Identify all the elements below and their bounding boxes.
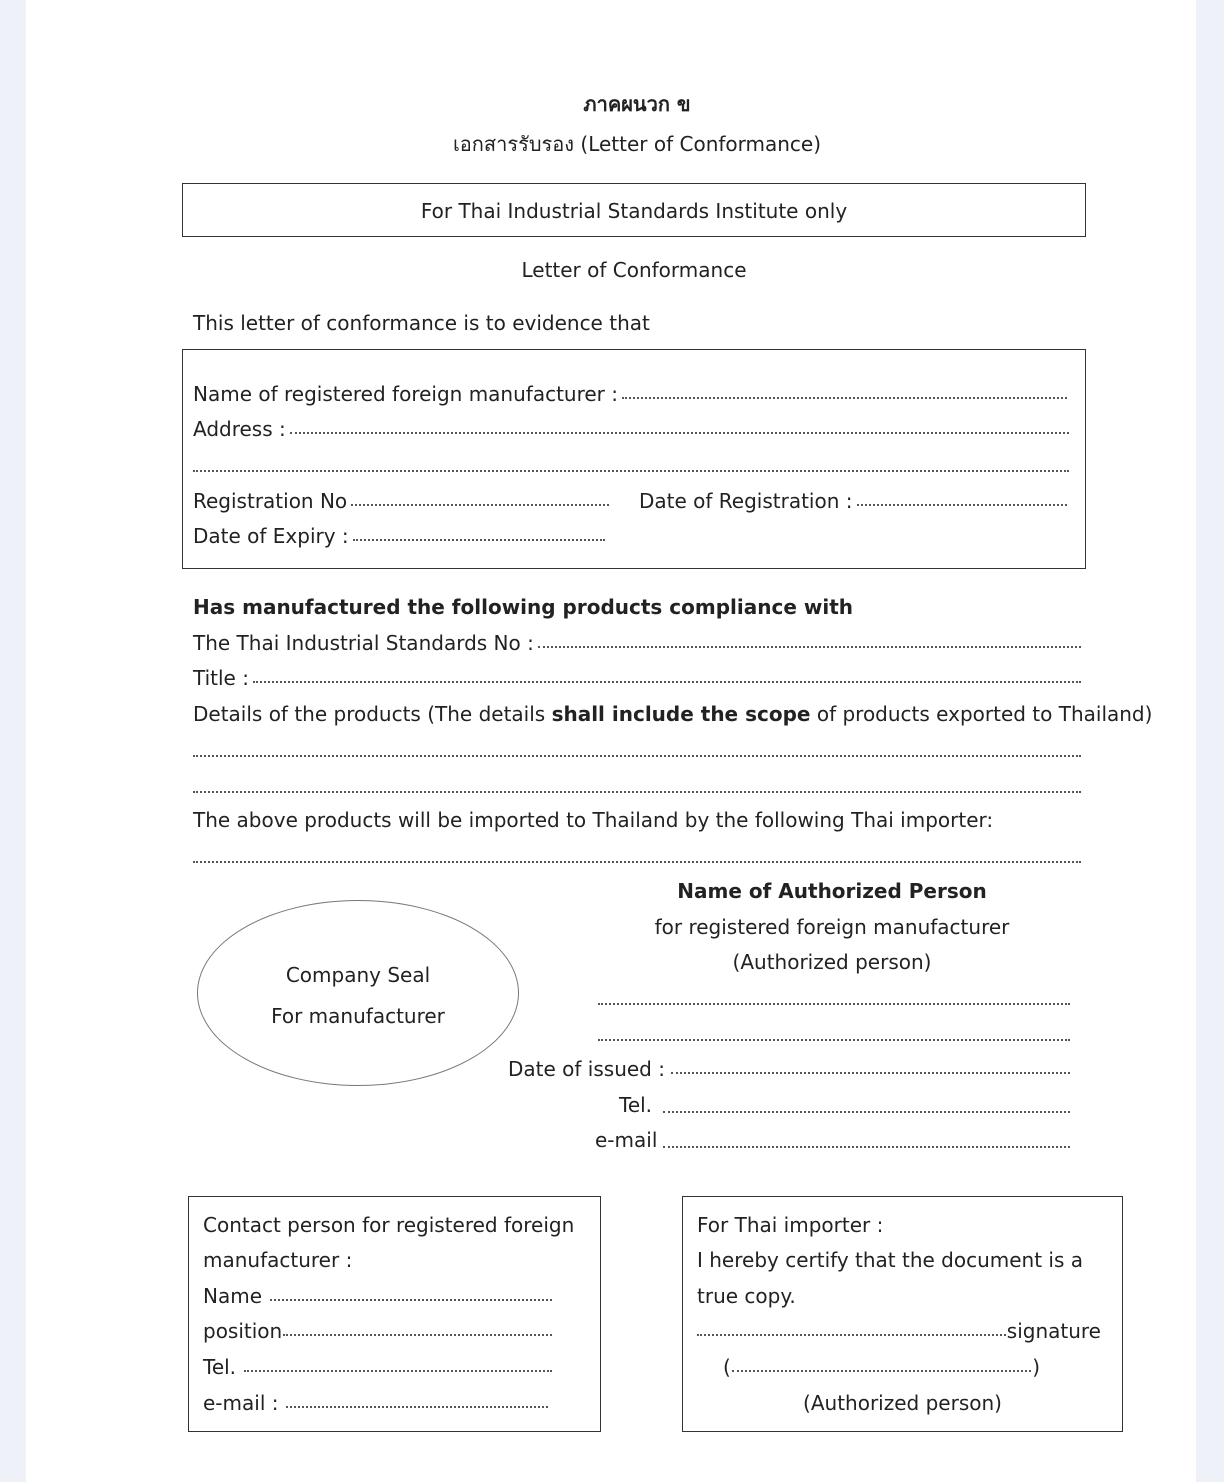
importer-authorized-label: (Authorized person): [803, 1391, 1002, 1415]
registration-no-label: Registration No: [193, 489, 348, 513]
date-issued-field[interactable]: [508, 1057, 1070, 1081]
importer-line-3: true copy.: [697, 1284, 796, 1308]
authorized-line-2: (Authorized person): [732, 950, 932, 974]
thai-appendix-label: ภาคผนวก ข: [583, 92, 691, 116]
contact-line-1: Contact person for registered foreign: [203, 1213, 575, 1237]
email-label: e-mail: [595, 1128, 658, 1152]
thai-document-title: เอกสารรับรอง (Letter of Conformance): [452, 132, 822, 156]
product-details-line-1[interactable]: [193, 755, 1081, 757]
authorized-signature-line[interactable]: [598, 1003, 1070, 1005]
contact-email-label: e-mail :: [203, 1391, 279, 1415]
importer-signature-field[interactable]: [697, 1319, 1101, 1343]
importer-line-2: I hereby certify that the document is a: [697, 1248, 1084, 1272]
importer-statement: The above products will be imported to Thailand by the following Thai importer:: [193, 808, 994, 832]
standard-no-label: The Thai Industrial Standards No :: [193, 631, 534, 655]
standard-title-label: Title :: [193, 666, 249, 690]
company-seal-area: [197, 900, 519, 1086]
tel-label: Tel.: [619, 1093, 653, 1117]
contact-tel-field[interactable]: [203, 1355, 552, 1379]
document-page: [26, 0, 1196, 1482]
standard-no-field[interactable]: [193, 631, 1081, 655]
contact-line-2: manufacturer :: [203, 1248, 353, 1272]
product-details-line-2[interactable]: [193, 791, 1081, 793]
details-text-bold: shall include the scope: [551, 702, 811, 726]
intro-text: This letter of conformance is to evidence that: [193, 311, 650, 335]
registration-date-label: Date of Registration :: [639, 489, 853, 513]
paren-close: ): [1032, 1355, 1040, 1379]
importer-line-1: For Thai importer :: [697, 1213, 884, 1237]
tel-line[interactable]: [663, 1111, 1070, 1113]
email-line[interactable]: [663, 1146, 1070, 1148]
manufacturer-name-field[interactable]: [193, 382, 1067, 406]
contact-position-field[interactable]: [203, 1319, 552, 1343]
contact-name-label: Name: [203, 1284, 263, 1308]
contact-tel-label: Tel.: [203, 1355, 237, 1379]
registration-date-field[interactable]: [639, 489, 1067, 513]
standard-title-field[interactable]: [193, 666, 1081, 690]
authorized-person-heading: Name of Authorized Person: [677, 879, 987, 903]
signature-label: signature: [1006, 1319, 1101, 1343]
expiry-date-field[interactable]: [193, 524, 605, 548]
seal-label-2: For manufacturer: [271, 1004, 445, 1028]
date-issued-label: Date of issued :: [508, 1057, 665, 1081]
seal-label-1: Company Seal: [285, 963, 431, 987]
details-text-pre: Details of the products (The details: [193, 702, 552, 726]
contact-email-field[interactable]: [203, 1391, 548, 1415]
expiry-date-label: Date of Expiry :: [193, 524, 349, 548]
registration-no-field[interactable]: [193, 489, 609, 513]
manufacturer-name-label: Name of registered foreign manufacturer :: [193, 382, 618, 406]
authorized-name-line[interactable]: [598, 1039, 1070, 1041]
address-field[interactable]: [193, 417, 1069, 441]
details-text-post: of products exported to Thailand): [810, 702, 1153, 726]
contact-name-field[interactable]: [203, 1284, 552, 1308]
address-label: Address :: [193, 417, 286, 441]
authorized-line-1: for registered foreign manufacturer: [654, 915, 1010, 939]
product-details-label: [193, 702, 1152, 726]
tisi-only-label: For Thai Industrial Standards Institute only: [420, 199, 848, 223]
address-line-2[interactable]: [193, 470, 1069, 472]
importer-name-line[interactable]: [193, 861, 1081, 863]
compliance-heading: Has manufactured the following products compliance with: [193, 595, 854, 619]
contact-position-label: position: [203, 1319, 283, 1343]
importer-name-field[interactable]: [723, 1355, 1040, 1379]
paren-open: (: [723, 1355, 731, 1379]
tisi-only-box: [182, 183, 1086, 237]
doc-title: Letter of Conformance: [521, 258, 747, 282]
